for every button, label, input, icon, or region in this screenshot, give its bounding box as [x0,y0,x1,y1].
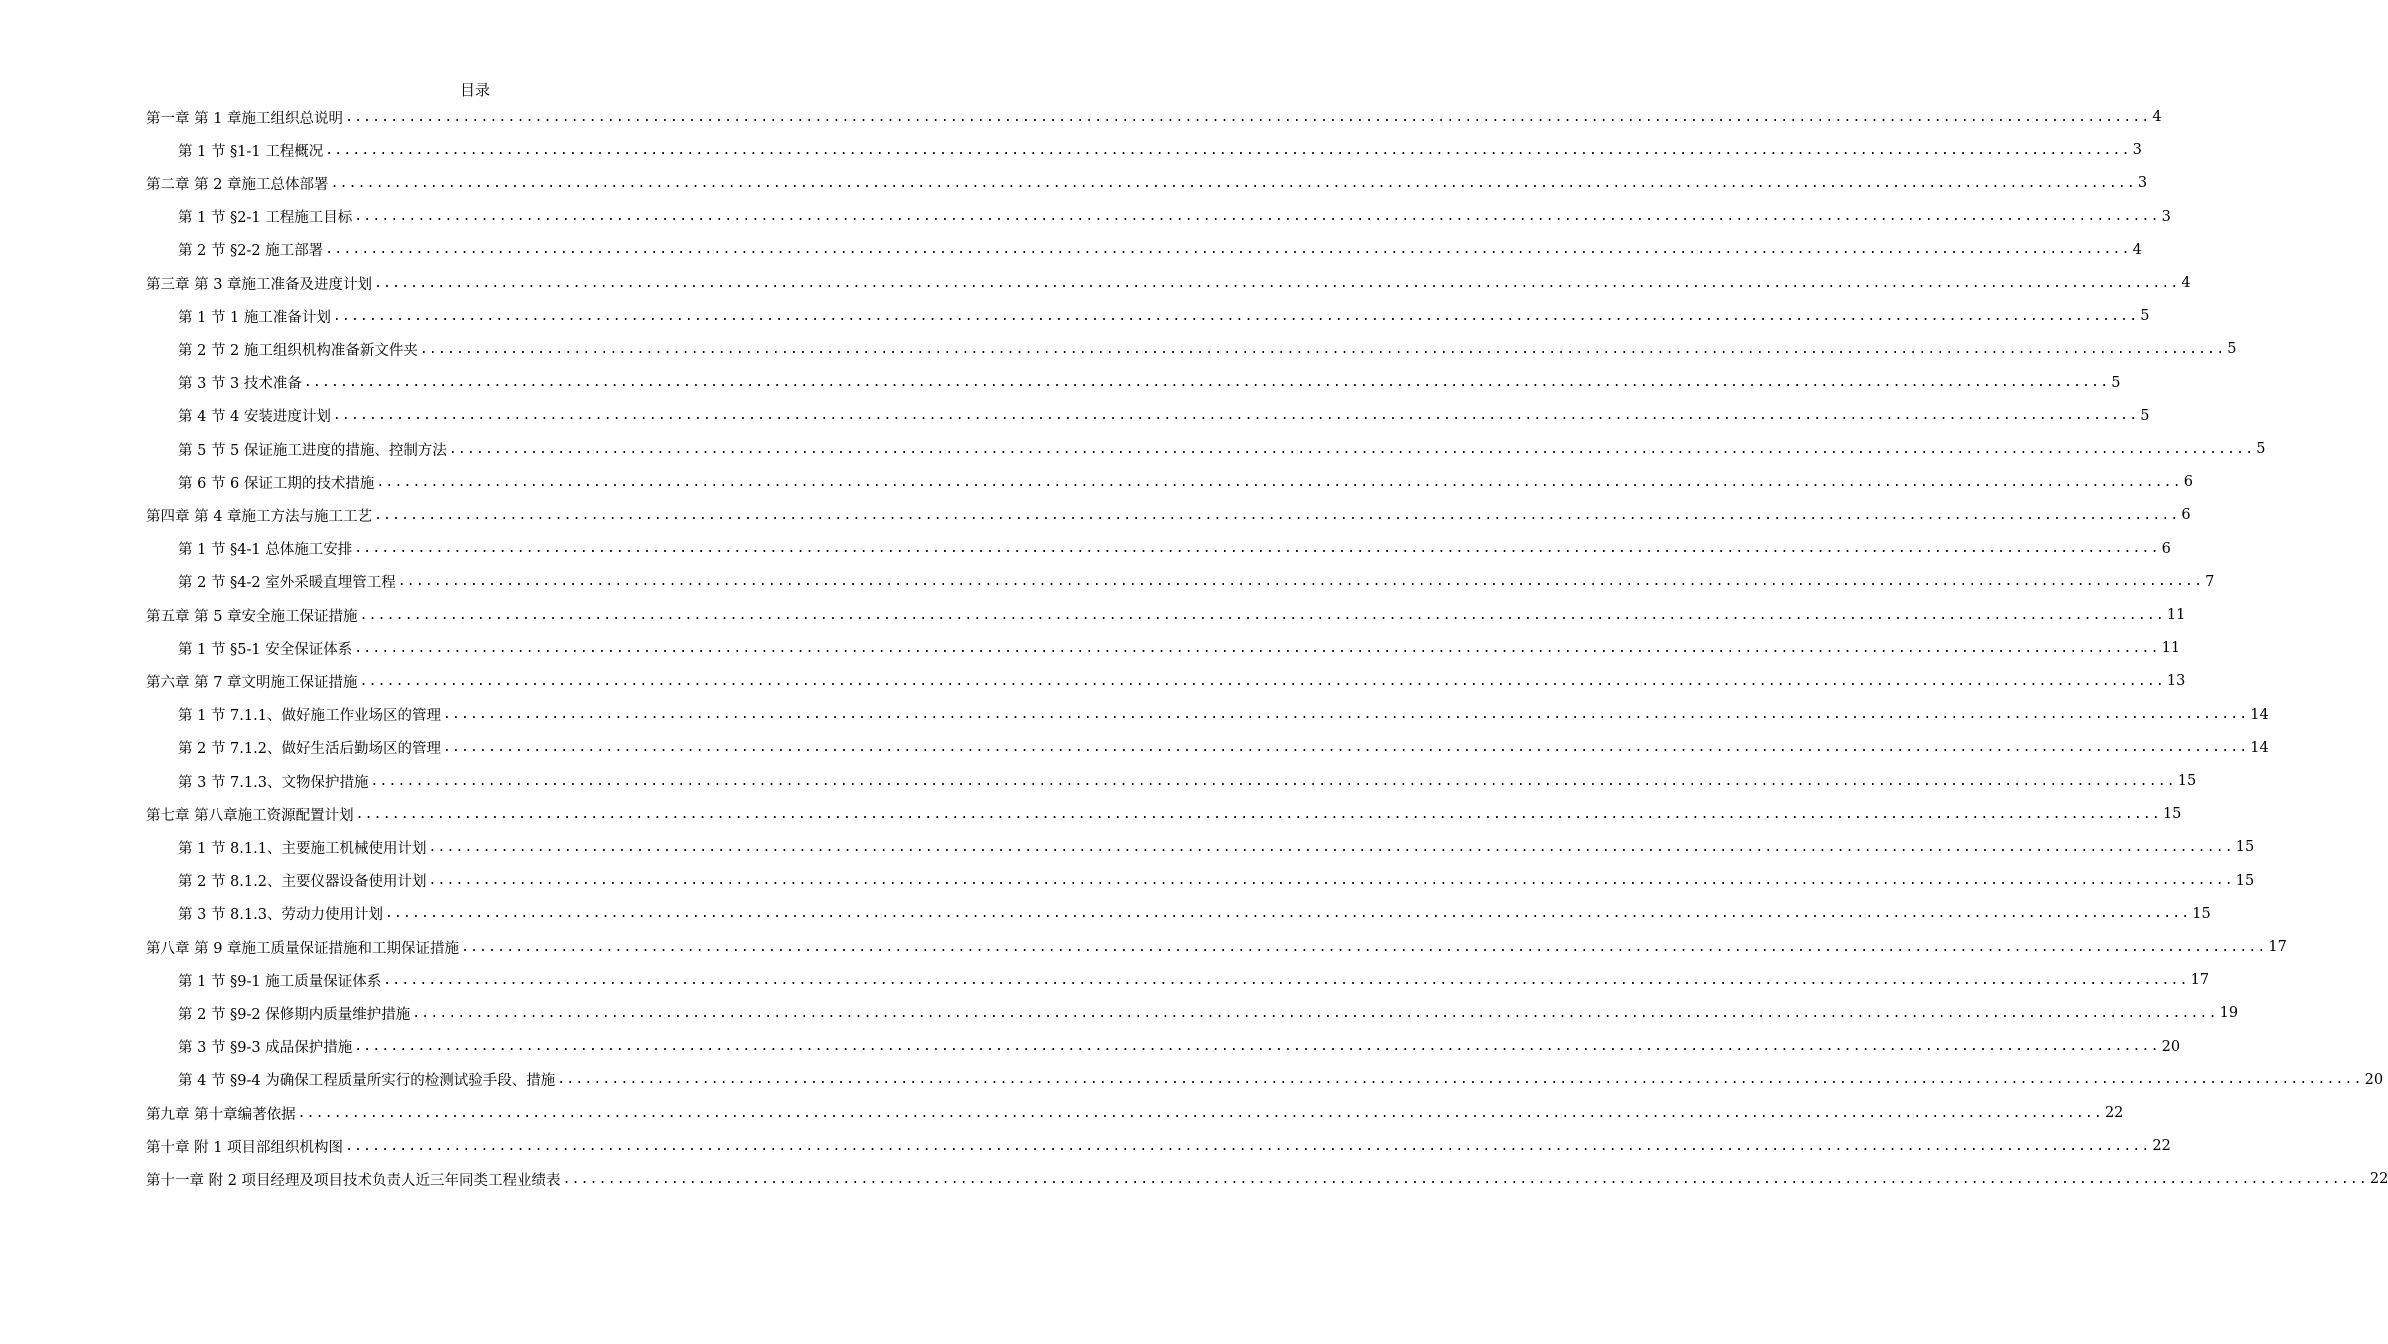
toc-dot-leader: ........................................................................................................................................................................................................ [345,1138,2151,1154]
toc-entry-label: 第 2 节 8.1.2、主要仪器设备使用计划 [178,874,427,891]
toc-section-entry[interactable] [178,1036,2181,1058]
toc-entry-label: 第 1 节 §5-1 安全保证体系 [178,641,353,658]
toc-section-entry[interactable] [178,438,2266,460]
toc-page-number: 7 [2205,573,2215,590]
toc-entry-label: 第 6 节 6 保证工期的技术措施 [178,475,375,492]
toc-entry-label: 第 1 节 1 施工准备计划 [178,309,331,326]
toc-entry-label: 第 2 节 7.1.2、做好生活后勤场区的管理 [178,741,441,758]
toc-dot-leader: ........................................................................................................................................................................................................ [330,175,2136,191]
toc-dot-leader: ........................................................................................................................................................................................................ [354,1039,2160,1055]
toc-page-number: 15 [2177,773,2197,789]
toc-dot-leader: ........................................................................................................................................................................................................ [397,574,2204,590]
toc-section-entry[interactable] [178,1069,2384,1091]
toc-dot-leader: ........................................................................................................................................................................................................ [376,474,2182,490]
toc-section-entry[interactable] [178,571,2215,593]
toc-chapter-entry[interactable] [146,803,2182,825]
toc-dot-leader: ........................................................................................................................................................................................................ [428,873,2234,889]
toc-chapter-entry[interactable] [146,670,2186,692]
toc-entry-label: 第 1 节 §2-1 工程施工目标 [178,210,353,227]
toc-page-number: 5 [2140,407,2150,424]
toc-entry-label: 第 3 节 7.1.3、文物保护措施 [178,774,369,791]
toc-entry-label: 第 3 节 §9-3 成品保护措施 [178,1040,353,1057]
toc-chapter-entry[interactable] [146,1135,2171,1157]
toc-chapter-entry[interactable] [146,504,2191,526]
toc-dot-leader: ........................................................................................................................................................................................................ [370,773,2176,789]
toc-section-entry[interactable] [178,139,2142,161]
toc-dot-leader: ........................................................................................................................................................................................................ [359,673,2165,689]
toc-dot-leader: ........................................................................................................................................................................................................ [355,806,2161,822]
toc-chapter-entry[interactable] [146,172,2148,194]
toc-dot-leader: ........................................................................................................................................................................................................ [412,1005,2218,1021]
toc-page-number: 22 [2152,1138,2171,1155]
toc-section-entry[interactable] [178,206,2171,228]
toc-entry-label: 第 1 节 7.1.1、做好施工作业场区的管理 [178,708,441,725]
toc-page-number: 6 [2183,474,2193,491]
toc-dot-leader: ........................................................................................................................................................................................................ [562,1171,2368,1187]
toc-dot-leader: ........................................................................................................................................................................................................ [297,1105,2103,1121]
toc-entry-label: 第十一章 附 2 项目经理及项目技术负责人近三年同类工程业绩表 [146,1172,561,1189]
toc-section-entry[interactable] [178,737,2269,759]
toc-page-number: 5 [2140,308,2150,325]
toc-page-number: 20 [2161,1038,2181,1055]
toc-entry-label: 第三章 第 3 章施工准备及进度计划 [146,276,373,293]
toc-page-number: 15 [2235,839,2255,856]
toc-entry-label: 第八章 第 9 章施工质量保证措施和工期保证措施 [146,940,460,957]
toc-entry-label: 第 1 节 §4-1 总体施工安排 [178,542,353,559]
toc-dot-leader: ........................................................................................................................................................................................................ [374,507,2180,523]
toc-dot-leader: ........................................................................................................................................................................................................ [359,607,2165,623]
toc-entry-label: 第五章 第 5 章安全施工保证措施 [146,608,358,625]
toc-dot-leader: ........................................................................................................................................................................................................ [442,707,2249,723]
toc-chapter-entry[interactable] [146,936,2287,958]
toc-dot-leader: ........................................................................................................................................................................................................ [442,740,2249,756]
toc-dot-leader: ........................................................................................................................................................................................................ [374,275,2180,291]
toc-section-entry[interactable] [178,704,2269,726]
toc-entry-label: 第 2 节 §4-2 室外采暖直埋管工程 [178,575,396,592]
toc-entry-label: 第 1 节 §9-1 施工质量保证体系 [178,973,382,990]
toc-section-entry[interactable] [178,239,2142,261]
toc-dot-leader: ........................................................................................................................................................................................................ [332,408,2139,424]
toc-dot-leader: ........................................................................................................................................................................................................ [461,939,2267,955]
toc-chapter-entry[interactable] [146,272,2191,294]
toc-entry-label: 第 1 节 §1-1 工程概况 [178,143,324,160]
toc-page-number: 13 [2166,673,2186,690]
toc-chapter-entry[interactable] [146,604,2186,626]
toc-page-number: 5 [2256,441,2266,457]
toc-chapter-entry[interactable] [146,1168,2388,1190]
toc-section-entry[interactable] [178,1002,2239,1024]
toc-dot-leader: ........................................................................................................................................................................................................ [354,640,2160,656]
toc-page-number: 17 [2268,939,2287,955]
toc-entry-label: 第 5 节 5 保证施工进度的措施、控制方法 [178,442,447,459]
toc-dot-leader: ........................................................................................................................................................................................................ [557,1072,2363,1088]
toc-entry-label: 第一章 第 1 章施工组织总说明 [146,110,344,127]
toc-page-number: 6 [2161,540,2171,557]
toc-page-number: 20 [2364,1071,2384,1088]
toc-dot-leader: ........................................................................................................................................................................................................ [325,242,2131,258]
toc-page-number: 15 [2162,806,2182,823]
toc-dot-leader: ........................................................................................................................................................................................................ [383,972,2189,988]
toc-page-number: 15 [2192,905,2211,922]
toc-dot-leader: ........................................................................................................................................................................................................ [354,541,2160,557]
toc-dot-leader: ........................................................................................................................................................................................................ [419,341,2226,357]
toc-page-number: 5 [2227,341,2237,358]
toc-page-number: 22 [2104,1105,2124,1121]
toc-chapter-entry[interactable] [146,1102,2124,1124]
toc-entry-label: 第 4 节 §9-4 为确保工程质量所实行的检测试验手段、措施 [178,1073,556,1090]
toc-page-number: 3 [2161,208,2171,225]
toc-entry-label: 第 2 节 2 施工组织机构准备新文件夹 [178,342,418,359]
toc-section-entry[interactable] [178,305,2150,327]
toc-page-number: 19 [2219,1005,2239,1022]
toc-dot-leader: ........................................................................................................................................................................................................ [303,375,2110,391]
toc-page-number: 3 [2132,142,2142,159]
toc-dot-leader: ........................................................................................................................................................................................................ [325,142,2131,158]
toc-page-number: 5 [2111,374,2121,391]
toc-entry-label: 第六章 第 7 章文明施工保证措施 [146,674,358,691]
toc-page-number: 3 [2137,175,2148,192]
toc-page-number: 4 [2181,275,2191,291]
toc-section-entry[interactable] [178,637,2181,659]
toc-page-number: 4 [2152,109,2162,125]
toc-page-number: 14 [2250,706,2269,723]
toc-dot-leader: ........................................................................................................................................................................................................ [354,209,2160,225]
toc-chapter-entry[interactable] [146,106,2162,128]
toc-page-number: 15 [2235,872,2255,889]
toc-entry-label: 第 3 节 8.1.3、劳动力使用计划 [178,907,383,924]
toc-entry-label: 第四章 第 4 章施工方法与施工工艺 [146,508,373,525]
toc-entry-label: 第七章 第八章施工资源配置计划 [146,807,354,824]
toc-section-entry[interactable] [178,471,2193,493]
toc-entry-label: 第 3 节 3 技术准备 [178,376,302,393]
toc-dot-leader: ........................................................................................................................................................................................................ [448,441,2255,457]
toc-entry-label: 第二章 第 2 章施工总体部署 [146,176,329,193]
toc-dot-leader: ........................................................................................................................................................................................................ [332,308,2139,324]
toc-entry-label: 第九章 第十章编著依据 [146,1106,296,1123]
toc-section-entry[interactable] [178,338,2237,360]
toc-page-number: 17 [2190,972,2210,989]
toc-page-number: 4 [2132,241,2142,258]
toc-entry-label: 第 1 节 8.1.1、主要施工机械使用计划 [178,840,427,857]
toc-section-entry[interactable] [178,538,2171,560]
page-title: 目录 [459,81,490,99]
toc-page-number: 11 [2166,607,2186,623]
toc-dot-leader: ........................................................................................................................................................................................................ [345,109,2151,125]
toc-page-number: 6 [2181,507,2191,524]
toc-entry-label: 第 4 节 4 安装进度计划 [178,409,331,426]
toc-dot-leader: ........................................................................................................................................................................................................ [428,839,2234,855]
toc-page-number: 11 [2161,640,2181,657]
toc-section-entry[interactable] [178,870,2255,892]
toc-entry-label: 第 2 节 §9-2 保修期内质量维护措施 [178,1006,411,1023]
toc-section-entry[interactable] [178,903,2211,925]
toc-entry-label: 第 2 节 §2-2 施工部署 [178,243,324,260]
toc-section-entry[interactable] [178,770,2197,792]
toc-page-number: 22 [2369,1171,2388,1188]
toc-section-entry[interactable] [178,372,2121,394]
toc-section-entry[interactable] [178,969,2210,991]
toc-section-entry[interactable] [178,405,2150,427]
toc-page-number: 14 [2250,739,2269,756]
toc-dot-leader: ........................................................................................................................................................................................................ [384,906,2191,922]
toc-section-entry[interactable] [178,836,2255,858]
toc-entry-label: 第十章 附 1 项目部组织机构图 [146,1139,344,1156]
